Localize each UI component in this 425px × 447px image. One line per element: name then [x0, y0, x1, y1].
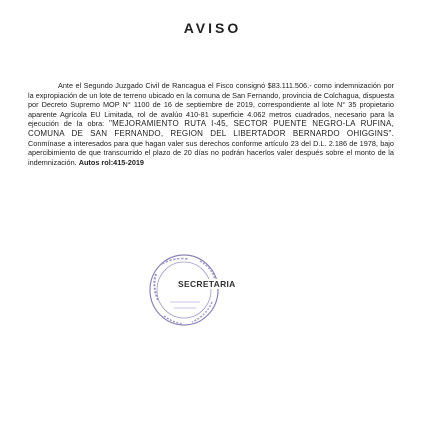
- stamp-label: SECRETARIA: [178, 279, 236, 289]
- body-conclusion: Conmínase a interesados para que hagan valer sus derechos conforme artículo 23 del D.L. 2.186 de 1978, bajo apercibimiento de que transcurrido el plazo de 20 días no podrán hacerlos valer después sobre el monto de la indemnización.: [28, 138, 394, 167]
- project-name: "MEJORAMIENTO RUTA I-45, SECTOR PUENTE NEGRO-LA RUFINA, COMUNA DE SAN FERNANDO, REGION DEL LIBERTADOR BERNARDO OHIGGINS".: [28, 119, 394, 138]
- notice-title: AVISO: [183, 20, 242, 36]
- body-details: como indemnización por la expropiación de un lote de terreno ubicado en la comuna de San Fernando, provincia de Colchagua, dispuesta por Decreto Supremo MOP N° 1100 de 16 de septiembre de 2019, correspondiente al lote N° 35 propietario aparente Agrícola EU Limitada, rol de avalúo 410-81 superficie 4.062 metros cuadrados, necesario para la ejecución de la obra:: [28, 81, 394, 129]
- court-stamp: [140, 252, 250, 332]
- body-intro: Ante el Segundo Juzgado Civil de Rancagua el Fisco consignó: [58, 81, 268, 90]
- stamp-seal-icon: [140, 252, 250, 332]
- case-number: Autos rol:415-2019: [78, 157, 144, 167]
- notice-body: [28, 81, 394, 167]
- amount: $83.111.506.-: [267, 81, 312, 90]
